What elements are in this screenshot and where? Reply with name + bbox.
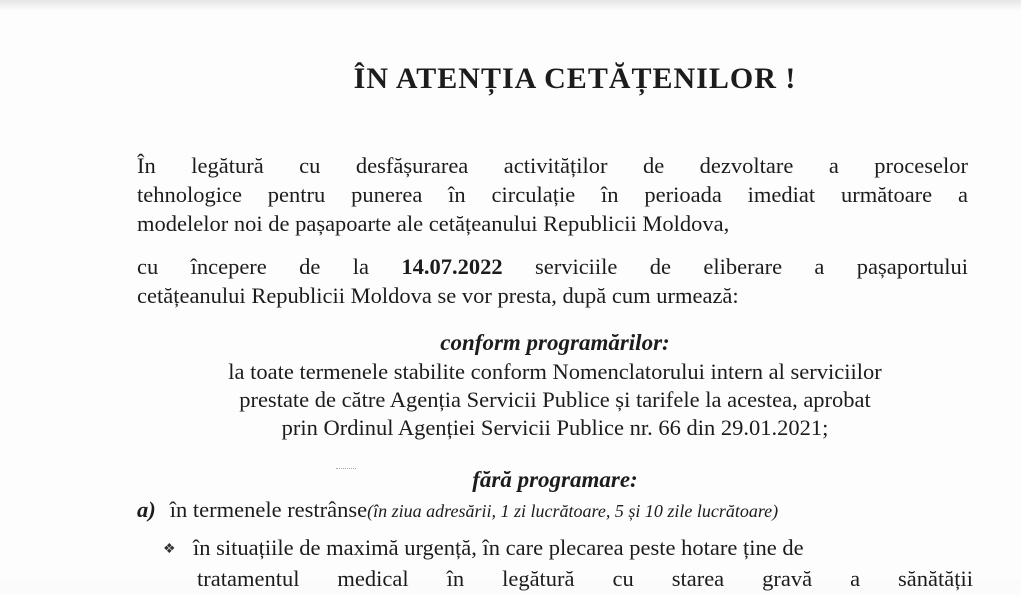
document-title: ÎN ATENȚIA CETĂȚENILOR ! xyxy=(353,62,797,95)
start-line-1 xyxy=(137,252,968,281)
start-post: serviciile de eliberare a pașaportului xyxy=(502,254,968,279)
item-a-marker: a) xyxy=(137,497,156,522)
intro-line-2: tehnologice pentru punerea în circulație în perioada imediat următoare a xyxy=(137,182,968,207)
intro-line-1: În legătură cu desfășurarea activităților de dezvoltare a proceselor xyxy=(137,153,968,178)
intro-line-3: modelelor noi de pașapoarte ale cetățeanului Republicii Moldova, xyxy=(137,211,730,236)
heading-unscheduled: fără programare: xyxy=(472,467,638,492)
bullet-line-2: tratamentul medical în legătură cu starea gravă a sănătății xyxy=(197,566,973,591)
bullet-item xyxy=(163,532,973,591)
start-pre: cu începere de la xyxy=(137,254,402,279)
scheduled-line-1: la toate termenele stabilite conform Nomenclatorului intern al serviciilor xyxy=(228,359,882,384)
item-a-text: în termenele restrânse xyxy=(169,497,368,522)
start-date: 14.07.2022 xyxy=(401,254,503,279)
scheduled-body xyxy=(140,358,970,442)
bullet-line-1: în situațiile de maximă urgență, în care plecarea peste hotare ține de xyxy=(193,535,804,560)
intro-paragraph xyxy=(137,151,968,238)
item-a-note: (în ziua adresării, 1 zi lucrătoare, 5 și 10 zile lucrătoare) xyxy=(367,501,779,521)
heading-scheduled: conform programărilor: xyxy=(440,330,670,355)
diamond-bullet-icon: ❖ xyxy=(163,541,176,557)
start-line-2: cetățeanului Republicii Moldova se vor presta, după cum urmează: xyxy=(137,283,739,308)
start-paragraph xyxy=(137,252,968,310)
scan-edge xyxy=(0,0,1021,10)
list-item-a xyxy=(137,496,997,525)
scheduled-line-2: prestate de către Agenția Servicii Publice și tarifele la acestea, aprobat xyxy=(239,387,871,412)
scheduled-line-3: prin Ordinul Agenției Servicii Publice nr. 66 din 29.01.2021; xyxy=(281,415,829,440)
